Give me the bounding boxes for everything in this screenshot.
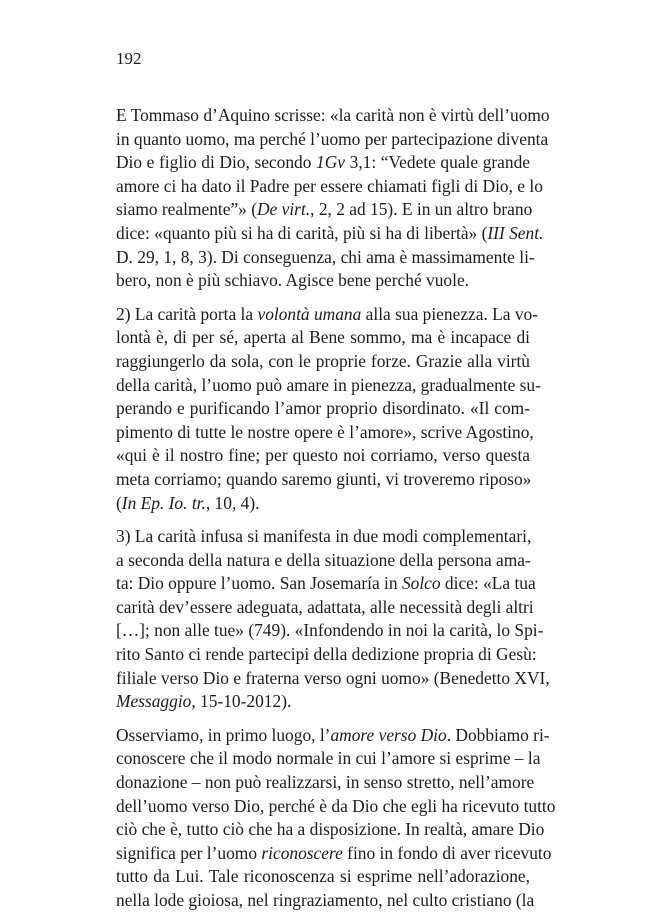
text-line: conoscere che il modo normale in cui l’amore si esprime – la (116, 748, 541, 769)
text-line: ta: Dio oppure l’uomo. San Josemaría in Solco dice: «La tua (116, 573, 536, 594)
text-line: «qui è il nostro fine; per questo noi corriamo, verso questa (116, 445, 530, 466)
text-line: meta corriamo; quando saremo giunti, vi troveremo riposo» (116, 468, 532, 489)
paragraph (116, 525, 550, 714)
text-line: della carità, l’uomo può amare in pienezza, gradualmente su- (116, 374, 541, 395)
text-line: pimento di tutte le nostre opere è l’amore», scrive Agostino, (116, 421, 534, 442)
text-line: amore ci ha dato il Padre per essere chiamati figli di Dio, e lo (116, 175, 543, 196)
italic-text: Solco (401, 573, 441, 594)
italic-text: Messaggio (116, 691, 192, 712)
text-line: […]; non alle tue» (749). «Infondendo in noi la carità, lo Spi- (116, 620, 544, 641)
paragraph (116, 303, 541, 515)
italic-text: amore verso Dio (330, 724, 447, 745)
text-line: D. 29, 1, 8, 3). Di conseguenza, chi ama è massimamente li- (116, 246, 535, 267)
italic-text: riconoscere (261, 842, 343, 863)
text-line: 3) La carità infusa si manifesta in due modi complementari, (116, 526, 532, 547)
text-line: siamo realmente”» (De virt., 2, 2 ad 15). E in un altro brano (116, 199, 533, 220)
text-line: dell’uomo verso Dio, perché è da Dio che egli ha ricevuto tutto (116, 795, 556, 816)
text-line: rito Santo ci rende partecipi della dedizione propria di Gesù: (116, 644, 537, 665)
italic-text: III Sent. (487, 222, 544, 243)
text-line: filiale verso Dio e fraterna verso ogni uomo» (Benedetto XVI, (116, 667, 550, 688)
text-line: donazione – non può realizzarsi, in senso stretto, nell’amore (116, 772, 535, 793)
text-line: 2) La carità porta la volontà umana alla sua pienezza. La vo- (116, 303, 539, 324)
text-line: a seconda della natura e della situazione della persona ama- (116, 549, 531, 570)
text-line: nella lode gioiosa, nel ringraziamento, nel culto cristiano (la (116, 890, 535, 910)
text-line: lontà è, di per sé, aperta al Bene sommo, ma è incapace di (116, 327, 530, 348)
text-line: in quanto uomo, ma perché l’uomo per partecipazione diventa (116, 128, 549, 149)
text-line: tutto da Lui. Tale riconoscenza si esprime nell’adorazione, (116, 866, 530, 887)
text-line: Osserviamo, in primo luogo, l’amore verso Dio. Dobbiamo ri- (116, 724, 550, 745)
text-line: significa per l’uomo riconoscere fino in fondo di aver ricevuto (116, 842, 552, 863)
italic-text: In Ep. Io. tr. (121, 492, 206, 513)
text-line: (In Ep. Io. tr., 10, 4). (116, 492, 260, 513)
text-line: Messaggio, 15-10-2012). (116, 691, 292, 712)
body-text (116, 104, 556, 923)
page-number: 192 (116, 49, 142, 68)
italic-text: 1Gv (316, 152, 346, 173)
italic-text: De virt. (257, 199, 311, 220)
italic-text: volontà umana (257, 303, 362, 324)
text-line: bero, non è più schiavo. Agisce bene perché vuole. (116, 270, 470, 291)
text-line: carità dev’essere adeguata, adattata, alle necessità degli altri (116, 596, 534, 617)
text-line: perando e purificando l’amor proprio disordinato. «Il com- (116, 398, 530, 419)
text-line: E Tommaso d’Aquino scrisse: «la carità non è virtù dell’uomo (116, 105, 550, 125)
paragraph (116, 724, 556, 913)
text-line: ciò che è, tutto ciò che ha a disposizione. In realtà, amare Dio (116, 819, 545, 840)
text-line: dice: «quanto più si ha di carità, più si ha di libertà» (III Sent. (116, 222, 544, 243)
text-line: Dio e figlio di Dio, secondo 1Gv 3,1: “Vedete quale grande (116, 152, 531, 173)
text-line: raggiungerlo da sola, con le proprie forze. Grazie alla virtù (116, 350, 530, 371)
paragraph (116, 104, 550, 293)
